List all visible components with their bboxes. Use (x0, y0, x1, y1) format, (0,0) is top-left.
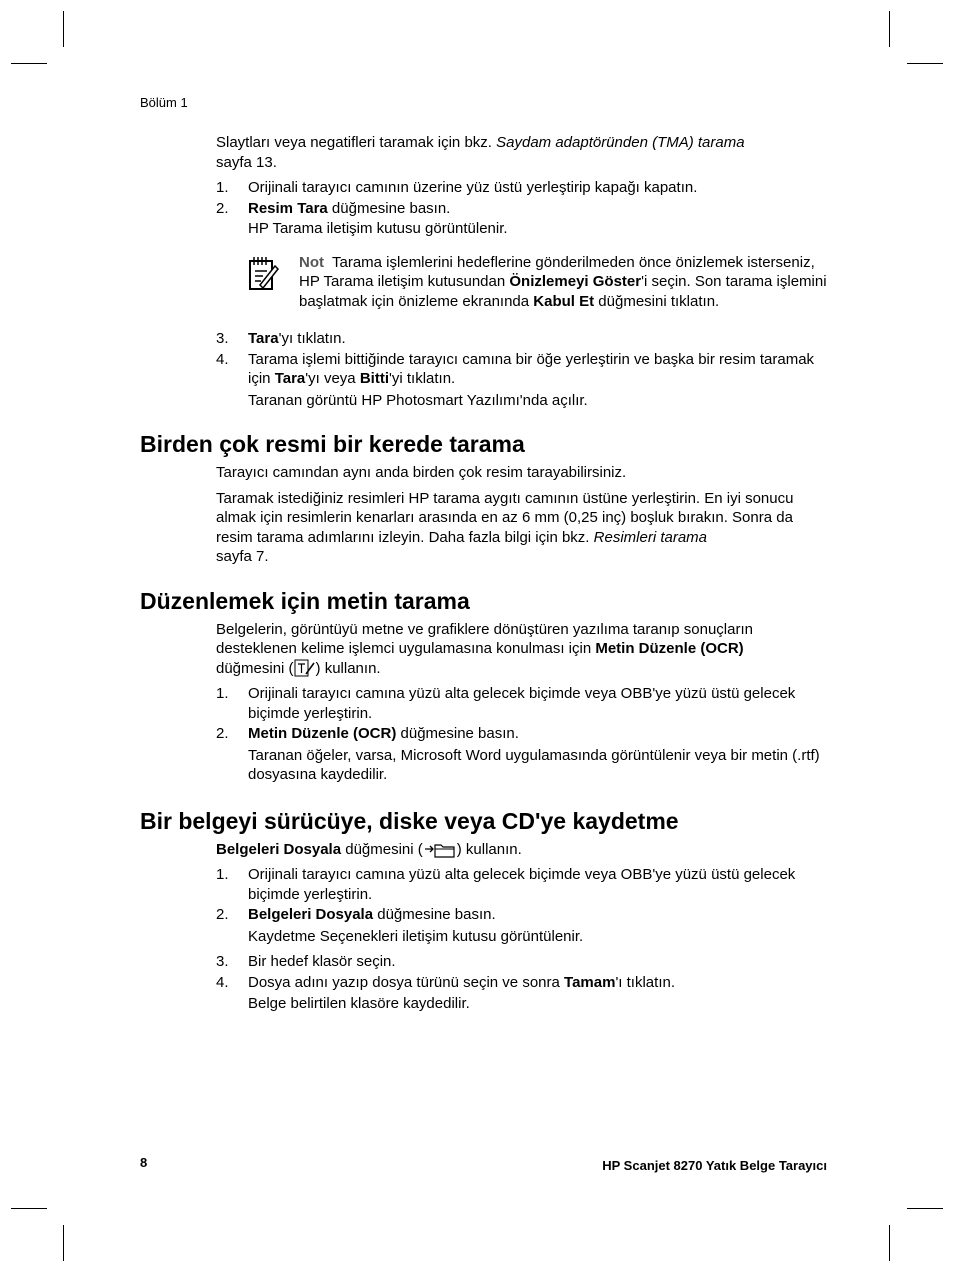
steps-list (216, 865, 828, 1014)
section-heading: Birden çok resmi bir kerede tarama (140, 431, 525, 457)
cross-reference-link[interactable]: Saydam adaptöründen (TMA) tarama (496, 134, 745, 151)
list-item: 1. Orijinali tarayıcı camının üzerine yüz üstü yerleştirip kapağı kapatın. (216, 179, 698, 196)
intro-paragraph: Slaytları veya negatifleri taramak için bkz. Saydam adaptöründen (TMA) tarama sayfa 13. (216, 134, 745, 171)
ocr-edit-text-icon (294, 659, 316, 677)
step-result: Belge belirtilen klasöre kaydedilir. (248, 995, 470, 1012)
list-item: 1. Orijinali tarayıcı camına yüzü alta gelecek biçimde veya OBB'ye yüzü üstü gelecek biçimde yerleştirin. (216, 866, 796, 903)
list-item: 4. Dosya adını yazıp dosya türünü seçin ve sonra Tamam'ı tıklatın. (216, 973, 675, 991)
crop-mark (907, 63, 943, 64)
crop-mark (63, 11, 64, 47)
step-result: HP Tarama iletişim kutusu görüntülenir. (248, 220, 508, 237)
note-label: Not (299, 253, 324, 271)
list-item: 2. Metin Düzenle (OCR) düğmesine basın. (216, 725, 519, 742)
step-result: Taranan öğeler, varsa, Microsoft Word uygulamasında görüntülenir veya bir metin (.rtf) dosyasına kaydedilir. (248, 746, 820, 783)
crop-mark (907, 1208, 943, 1209)
step-result: Taranan görüntü HP Photosmart Yazılımı'nda açılır. (248, 391, 588, 409)
list-item: 3. Tara'yı tıklatın. (216, 330, 346, 347)
list-item: 4. Tarama işlemi bittiğinde tarayıcı camına bir öğe yerleştirin ve başka bir resim taramak için Tara'yı veya Bitti'yi tıklatın. (216, 350, 815, 387)
cross-reference-link[interactable]: Resimleri tarama (593, 528, 708, 546)
page-content (140, 133, 828, 1020)
crop-mark (889, 1225, 890, 1261)
list-item: 1. Orijinali tarayıcı camına yüzü alta gelecek biçimde veya OBB'ye yüzü üstü gelecek biçimde yerleştirin. (216, 685, 796, 722)
crop-mark (11, 63, 47, 64)
paragraph: Belgelerin, görüntüyü metne ve grafiklere dönüştüren yazılıma taranıp sonuçların desteklenen kelime işlemci uygulamasına konulması için Metin Düzenle (OCR) düğmesini ( ) kullanın. (216, 620, 753, 677)
list-item: 2. Resim Tara düğmesine basın. (216, 199, 451, 217)
crop-mark (889, 11, 890, 47)
section-heading: Düzenlemek için metin tarama (140, 587, 470, 614)
paragraph: Belgeleri Dosyala düğmesini ( ) kullanın. (216, 840, 522, 858)
file-documents-folder-icon (423, 840, 457, 858)
crop-mark (63, 1225, 64, 1261)
steps-list (216, 178, 828, 410)
paragraph: Tarayıcı camından aynı anda birden çok resim tarayabilirsiniz. (216, 464, 627, 481)
section-heading: Bir belgeyi sürücüye, diske veya CD'ye kaydetme (140, 807, 679, 834)
page-number: 8 (140, 1155, 148, 1170)
step-result: Kaydetme Seçenekleri iletişim kutusu görüntülenir. (248, 927, 584, 945)
crop-mark (11, 1208, 47, 1209)
list-item: 3. Bir hedef klasör seçin. (216, 953, 396, 970)
note-box: Not Tarama işlemlerini hedeflerine gönderilmeden önce önizlemek isterseniz, HP Tarama iletişim kutusundan Önizlemeyi Göster'i seçin. Son tarama işlemini başlatmak için önizleme ekranında Kabul Et düğmesini tıklatın. (216, 253, 828, 312)
steps-list (216, 684, 828, 785)
chapter-label: Bölüm 1 (140, 95, 188, 110)
list-item: 2. Belgeleri Dosyala düğmesine basın. (216, 906, 496, 923)
note-pencil-icon (248, 255, 280, 291)
footer-product-title: HP Scanjet 8270 Yatık Belge Tarayıcı (602, 1158, 827, 1173)
paragraph: Taramak istediğiniz resimleri HP tarama aygıtı camının üstüne yerleştirin. En iyi sonucu almak için resimlerin kenarları arasında en az 6 mm (0,25 inç) boşluk bırakın. Sonra da resim tarama adımlarını izleyin. Daha fazla bilgi için bkz. Resimleri tarama sayfa 7. (216, 489, 794, 565)
